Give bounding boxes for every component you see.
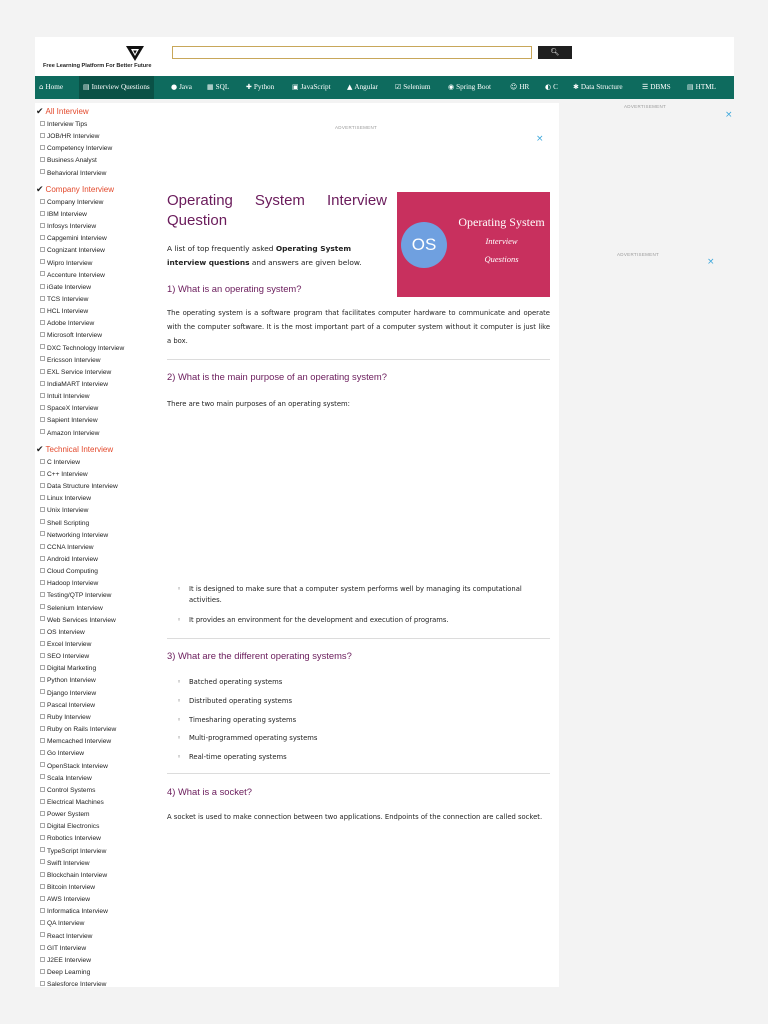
sidebar-link[interactable]: C Interview [35, 459, 159, 466]
bullet-box-icon [40, 787, 45, 792]
bullet-box-icon [40, 847, 45, 852]
sidebar-link[interactable]: OS Interview [35, 629, 159, 636]
nav-dbms[interactable]: ☰ DBMS [642, 76, 671, 99]
bullet-box-icon [40, 556, 45, 561]
bullet-box-icon [40, 459, 45, 464]
sidebar-link[interactable]: Digital Electronics [35, 823, 159, 830]
ad-close-icon[interactable]: × [707, 257, 715, 267]
divider [167, 359, 550, 360]
sidebar [35, 103, 159, 987]
search-button[interactable] [538, 46, 572, 59]
bullet-box-icon [40, 284, 45, 289]
bullet-box-icon [40, 296, 45, 301]
nav-home[interactable]: ⌂ Home [39, 76, 63, 99]
bullet-box-icon [40, 356, 45, 361]
sidebar-link[interactable]: Microsoft Interview [35, 332, 159, 339]
bullet-box-icon [40, 271, 45, 276]
bullet-box-icon [40, 393, 45, 398]
bullet-box-icon [40, 169, 45, 174]
bullet-box-icon [40, 483, 45, 488]
bullet-box-icon [40, 896, 45, 901]
list-item: ◦ Timesharing operating systems [177, 716, 297, 724]
sidebar-link[interactable]: Testing/QTP Interview [35, 592, 159, 599]
nav-c[interactable]: ◐ C [545, 76, 558, 99]
sidebar-link[interactable]: Web Services Interview [35, 617, 159, 624]
bullet-box-icon [40, 859, 45, 864]
sidebar-link[interactable]: Hadoop Interview [35, 580, 159, 587]
bullet-box-icon [40, 157, 45, 162]
bullet-box-icon [40, 369, 45, 374]
sidebar-link[interactable]: Capgemini Interview [35, 235, 159, 242]
sidebar-link[interactable]: Networking Interview [35, 532, 159, 539]
sidebar-link[interactable]: TypeScript Interview [35, 848, 159, 855]
search-input[interactable] [172, 46, 532, 59]
sidebar-link[interactable]: Business Analyst [35, 157, 159, 164]
bullet-box-icon [40, 320, 45, 325]
sidebar-link[interactable]: Sapient Interview [35, 417, 159, 424]
dbms-icon: ☰ [642, 83, 649, 91]
bullet-box-icon [40, 835, 45, 840]
bullet-box-icon [40, 568, 45, 573]
ad-label: ADVERTISEMENT [335, 125, 378, 130]
sidebar-link[interactable]: C++ Interview [35, 471, 159, 478]
bullet-box-icon [40, 531, 45, 536]
sidebar-link[interactable]: JOB/HR Interview [35, 133, 159, 140]
sidebar-link[interactable]: GIT Interview [35, 945, 159, 952]
bullet-box-icon [40, 247, 45, 252]
logo-icon[interactable] [125, 45, 145, 62]
sidebar-link[interactable]: TCS Interview [35, 296, 159, 303]
checkmark-icon: ✔ [36, 106, 44, 116]
nav-javascript[interactable]: ▣ JavaScript [292, 76, 331, 99]
interview-icon: ▤ [83, 83, 90, 91]
sidebar-heading-all-interview[interactable]: ✔ All Interview [36, 106, 89, 116]
checkmark-icon: ✔ [36, 183, 44, 194]
javascript-icon: ▣ [292, 83, 299, 91]
sidebar-link[interactable]: CCNA Interview [35, 544, 159, 551]
bullet-box-icon [40, 259, 45, 264]
bullet-box-icon [40, 211, 45, 216]
sidebar-link[interactable]: Python Interview [35, 677, 159, 684]
bullet-box-icon [40, 544, 45, 549]
sidebar-link[interactable]: Go Interview [35, 750, 159, 757]
sidebar-link[interactable]: Selenium Interview [35, 605, 159, 612]
sidebar-link[interactable]: Salesforce Interview [35, 981, 159, 988]
main-content [159, 103, 559, 987]
bullet-box-icon [40, 823, 45, 828]
sidebar-link[interactable]: Adobe Interview [35, 320, 159, 327]
bullet-box-icon [40, 945, 45, 950]
banner-subtitle: Questions [484, 254, 519, 264]
sidebar-link[interactable]: Unix Interview [35, 507, 159, 514]
bullet-box-icon [40, 714, 45, 719]
nav-java[interactable]: ● Java [171, 76, 192, 99]
selenium-icon: ☑ [395, 83, 402, 91]
page-title: Operating System Interview Question [167, 192, 387, 229]
sidebar-link[interactable]: SEO Interview [35, 653, 159, 660]
ad-close-icon[interactable]: × [536, 134, 544, 144]
bullet-box-icon [40, 665, 45, 670]
os-circle-icon: OS [401, 222, 447, 268]
sidebar-link[interactable]: Swift Interview [35, 860, 159, 867]
bullet-box-icon [40, 405, 45, 410]
bullet-box-icon [40, 653, 45, 658]
sidebar-link[interactable]: Android Interview [35, 556, 159, 563]
bullet-box-icon [40, 920, 45, 925]
html-icon: ▤ [687, 83, 694, 91]
bullet-box-icon [40, 592, 45, 597]
bullet-box-icon [40, 580, 45, 585]
sidebar-link[interactable]: Shell Scripting [35, 520, 159, 527]
bullet-box-icon [40, 507, 45, 512]
banner-title: Operating System [458, 215, 545, 229]
bullet-box-icon [40, 629, 45, 634]
nav-interview-questions[interactable]: ▤ Interview Questions [79, 76, 154, 99]
question-heading: 1) What is an operating system? [167, 283, 302, 294]
bullet-box-icon [40, 981, 45, 986]
sidebar-link[interactable]: DXC Technology Interview [35, 345, 159, 352]
sidebar-link[interactable]: Amazon Interview [35, 430, 159, 437]
bullet-box-icon [40, 726, 45, 731]
question-heading: 3) What are the different operating systems? [167, 650, 352, 661]
search-icon: 🔍︎ [550, 49, 560, 56]
bullet-box-icon [40, 604, 45, 609]
bullet-box-icon [40, 957, 45, 962]
sidebar-link[interactable]: iGate Interview [35, 284, 159, 291]
data-structure-icon: ✱ [573, 83, 579, 91]
angular-icon: ▲ [347, 83, 353, 91]
os-banner-image [397, 192, 550, 297]
sidebar-link[interactable]: Robotics Interview [35, 835, 159, 842]
list-item: ◦ Batched operating systems [177, 678, 283, 686]
bullet-box-icon [40, 133, 45, 138]
answer-text: A socket is used to make connection between two applications. Endpoints of the connection are called socket. [167, 813, 543, 821]
bullet-box-icon [40, 344, 45, 349]
nav-sql[interactable]: ▦ SQL [207, 76, 229, 99]
sidebar-link[interactable]: Control Systems [35, 787, 159, 794]
sidebar-link[interactable]: Company Interview [35, 199, 159, 206]
ad-label: ADVERTISEMENT [617, 252, 660, 257]
sql-icon: ▦ [207, 83, 214, 91]
question-heading: 2) What is the main purpose of an operating system? [167, 371, 387, 382]
sidebar-link[interactable]: Excel Interview [35, 641, 159, 648]
bullet-box-icon [40, 471, 45, 476]
sidebar-link[interactable]: IndiaMART Interview [35, 381, 159, 388]
sidebar-heading-company-interview[interactable]: ✔ Company Interview [36, 183, 115, 194]
site-header [35, 37, 734, 76]
sidebar-link[interactable]: Django Interview [35, 690, 159, 697]
right-advertisement[interactable] [559, 103, 734, 987]
bullet-box-icon [40, 969, 45, 974]
bullet-box-icon [40, 689, 45, 694]
sidebar-link[interactable]: SpaceX Interview [35, 405, 159, 412]
sidebar-link[interactable]: EXL Service Interview [35, 369, 159, 376]
sidebar-link[interactable]: Intuit Interview [35, 393, 159, 400]
sidebar-link[interactable]: OpenStack Interview [35, 763, 159, 770]
bullet-box-icon [40, 884, 45, 889]
sidebar-link[interactable]: Informatica Interview [35, 908, 159, 915]
sidebar-link[interactable]: Cloud Computing [35, 568, 159, 575]
list-item: ◦ Distributed operating systems [177, 697, 293, 705]
sidebar-link[interactable]: Behavioral Interview [35, 170, 159, 177]
list-item: ◦ It provides an environment for the development and execution of programs. [177, 616, 449, 624]
sidebar-link[interactable]: Power System [35, 811, 159, 818]
divider [167, 638, 550, 639]
bullet-box-icon [40, 750, 45, 755]
bullet-box-icon [40, 811, 45, 816]
bullet-box-icon [40, 677, 45, 682]
bullet-box-icon [40, 872, 45, 877]
hr-icon: ☺ [510, 83, 518, 91]
bullet-box-icon [40, 223, 45, 228]
question-heading: 4) What is a socket? [167, 786, 252, 797]
nav-data-structure[interactable]: ✱ Data Structure [573, 76, 623, 99]
sidebar-link[interactable]: Infosys Interview [35, 223, 159, 230]
nav-python[interactable]: ✚ Python [246, 76, 274, 99]
bullet-box-icon [40, 616, 45, 621]
spring-icon: ◉ [448, 83, 455, 91]
bullet-box-icon [40, 417, 45, 422]
bullet-box-icon [40, 702, 45, 707]
sidebar-link[interactable]: Cognizant Interview [35, 247, 159, 254]
bullet-box-icon [40, 381, 45, 386]
sidebar-link[interactable]: Accenture Interview [35, 272, 159, 279]
sidebar-link[interactable]: Digital Marketing [35, 665, 159, 672]
sidebar-link[interactable]: AWS Interview [35, 896, 159, 903]
bullet-box-icon [40, 308, 45, 313]
sidebar-link[interactable]: Competency Interview [35, 145, 159, 152]
sidebar-link[interactable]: Deep Learning [35, 969, 159, 976]
java-icon: ● [171, 83, 178, 91]
sidebar-link[interactable]: Interview Tips [35, 121, 159, 128]
sidebar-link[interactable]: Wipro Interview [35, 260, 159, 267]
nav-spring-boot[interactable]: ◉ Spring Boot [448, 76, 491, 99]
bullet-box-icon [40, 641, 45, 646]
sidebar-link[interactable]: Ruby Interview [35, 714, 159, 721]
bullet-box-icon [40, 762, 45, 767]
bullet-box-icon [40, 519, 45, 524]
bullet-box-icon [40, 799, 45, 804]
site-tagline: Free Learning Platform For Better Future [43, 63, 152, 69]
sidebar-link[interactable]: Bitcoin Interview [35, 884, 159, 891]
sidebar-link[interactable]: React Interview [35, 933, 159, 940]
c-icon: ◐ [545, 83, 552, 91]
sidebar-link[interactable]: Electrical Machines [35, 799, 159, 806]
bullet-box-icon [40, 199, 45, 204]
sidebar-heading-technical-interview[interactable]: ✔ Technical Interview [36, 443, 114, 454]
nav-angular[interactable]: ▲ Angular [347, 76, 378, 99]
answer-text: There are two main purposes of an operating system: [167, 400, 350, 408]
nav-selenium[interactable]: ☑ Selenium [395, 76, 430, 99]
bullet-box-icon [40, 235, 45, 240]
list-item: ◦ Multi-programmed operating systems [177, 734, 318, 742]
list-item: ◦ It is designed to make sure that a computer system performs well by managing its computational activities. [177, 585, 522, 604]
bullet-box-icon [40, 332, 45, 337]
bullet-box-icon [40, 145, 45, 150]
sidebar-link[interactable]: Ericsson Interview [35, 357, 159, 364]
sidebar-link[interactable]: Data Structure Interview [35, 483, 159, 490]
advertisement-banner[interactable] [159, 121, 557, 189]
sidebar-link[interactable]: Memcached Interview [35, 738, 159, 745]
sidebar-link[interactable]: Pascal Interview [35, 702, 159, 709]
ad-close-icon[interactable]: × [725, 110, 733, 120]
sidebar-link[interactable]: Scala Interview [35, 775, 159, 782]
bullet-box-icon [40, 121, 45, 126]
nav-hr[interactable]: ☺ HR [510, 76, 529, 99]
main-navbar [35, 76, 734, 99]
banner-subtitle: Interview [485, 236, 518, 246]
sidebar-link[interactable]: J2EE Interview [35, 957, 159, 964]
sidebar-link[interactable]: Linux Interview [35, 495, 159, 502]
bullet-box-icon [40, 774, 45, 779]
home-icon: ⌂ [39, 83, 44, 91]
answer-text: The operating system is a software program that facilitates computer hardware to communicate and operate with the computer software. It is the most important part of a computer system without it computer is just like a box. [167, 309, 550, 345]
nav-html[interactable]: ▤ HTML [687, 76, 716, 99]
list-item: ◦ Real-time operating systems [177, 753, 287, 761]
bullet-box-icon [40, 908, 45, 913]
divider [167, 773, 550, 774]
sidebar-link[interactable]: HCL Interview [35, 308, 159, 315]
sidebar-link[interactable]: QA Interview [35, 920, 159, 927]
sidebar-link[interactable]: Ruby on Rails Interview [35, 726, 159, 733]
checkmark-icon: ✔ [36, 443, 44, 454]
bullet-box-icon [40, 738, 45, 743]
python-icon: ✚ [246, 83, 252, 91]
intro-text: A list of top frequently asked Operating System interview questions and answers are given below. [167, 244, 362, 267]
sidebar-link[interactable]: Blockchain Interview [35, 872, 159, 879]
bullet-box-icon [40, 495, 45, 500]
bullet-box-icon [40, 932, 45, 937]
sidebar-link[interactable]: IBM Interview [35, 211, 159, 218]
ad-label: ADVERTISEMENT [624, 104, 667, 109]
bullet-box-icon [40, 429, 45, 434]
